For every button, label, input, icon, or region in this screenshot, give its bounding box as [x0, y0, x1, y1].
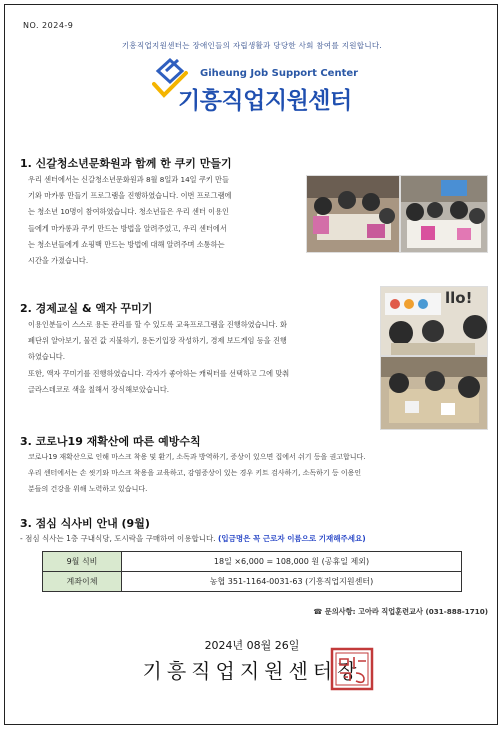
text-line: 우리 센터에서는 신갈청소년문화원과 8월 8일과 14일 쿠키 만들 [28, 175, 229, 184]
organization-head: 기흥직업지원센터장 [142, 659, 362, 683]
text-line: 분들의 건강을 위해 노력하고 있습니다. [28, 485, 148, 494]
lunch-notice-text: - 점심 식사는 1층 구내식당, 도시락을 구매하여 이용합니다. [20, 534, 216, 543]
frame-decorating-photo [380, 356, 488, 430]
section-1-title: 1. 신갈청소년문화원과 함께 한 쿠키 만들기 [20, 157, 232, 170]
center-logo [150, 55, 360, 114]
table-cell-value: 농협 351-1164-0031-63 (기흥직업지원센터) [122, 572, 462, 592]
text-line: 들에게 마카롱과 쿠키 만드는 방법을 알려주었고, 우리 센터에서 [28, 223, 227, 233]
lunch-fee-table [42, 551, 462, 592]
section-4-title: 3. 점심 식사비 안내 (9월) [20, 517, 150, 530]
document-number: NO. 2024-9 [23, 21, 74, 30]
text-line: 글라스데코로 색을 칠해서 장식해보았습니다. [28, 384, 170, 394]
text-line: 폐단위 알아보기, 물건 값 지불하기, 용돈기입장 작성하기, 경제 보드게임 등을 진행 [28, 336, 287, 346]
table-cell-value: 18일 ×6,000 = 108,000 원 (공휴일 제외) [122, 552, 462, 572]
cookie-photo-1 [306, 175, 400, 253]
photo-caption-text: llo! [445, 289, 473, 307]
section-3-title: 3. 코로나19 재확산에 따른 예방수칙 [20, 435, 201, 448]
text-line: 시간을 가졌습니다. [28, 256, 89, 266]
text-line: 이용인분들이 스스로 용돈 관리를 할 수 있도록 교육프로그램을 진행하였습니다. 화 [28, 320, 287, 329]
text-line: 기와 마카롱 만들기 프로그램을 진행하였습니다. 이번 프로그램에 [28, 191, 232, 201]
section-2-title: 2. 경제교실 & 액자 꾸미기 [20, 302, 153, 315]
economy-class-photo [380, 286, 488, 356]
text-line: 는 청소년 10명이 참여하였습니다. 청소년들은 우리 센터 이용인 [28, 207, 230, 217]
cookie-photo-2 [400, 175, 488, 253]
issue-date: 2024년 08월 26일 [204, 639, 300, 652]
deposit-name-note: (입금명은 꼭 근로자 이름으로 기재해주세요) [217, 534, 366, 543]
table-cell-label: 계좌이체 [43, 572, 122, 592]
table-row [43, 552, 462, 572]
section-3-body [28, 449, 494, 498]
text-line: 우리 센터에서는 손 씻기와 마스크 착용을 교육하고, 감염증상이 있는 경우 키트 검사하기, 소독하기 등 이용인 [28, 469, 362, 478]
official-seal-icon [330, 647, 374, 691]
logo-korean-name: 기흥직업지원센터 [178, 88, 352, 114]
table-row [43, 572, 462, 592]
contact-info: ☎ 문의사항: 고아라 직업훈련교사 (031-888-1710) [313, 607, 488, 616]
section-1-body [28, 172, 300, 269]
center-motto: 기흥직업지원센터는 장애인들의 자립생활과 당당한 사회 참여를 지원합니다. [121, 41, 383, 50]
text-line: 또한, 액자 꾸미기를 진행하였습니다. 각자가 좋아하는 캐릭터를 선택하고 그에 맞춰 [28, 368, 290, 378]
text-line: 하였습니다. [28, 352, 66, 362]
lunch-notice [20, 533, 366, 544]
logo-english-name: Giheung Job Support Center [200, 68, 359, 79]
table-cell-label: 9월 식비 [43, 552, 122, 572]
text-line: 는 청소년들에게 쇼핑백 만드는 방법에 대해 알려주며 소통하는 [28, 239, 225, 249]
section-2-body [28, 317, 380, 398]
text-line: 코로나19 재확산으로 인해 마스크 착용 및 환기, 소독과 방역하기, 증상이 있으면 집에서 쉬기 등을 권고합니다. [28, 453, 366, 461]
